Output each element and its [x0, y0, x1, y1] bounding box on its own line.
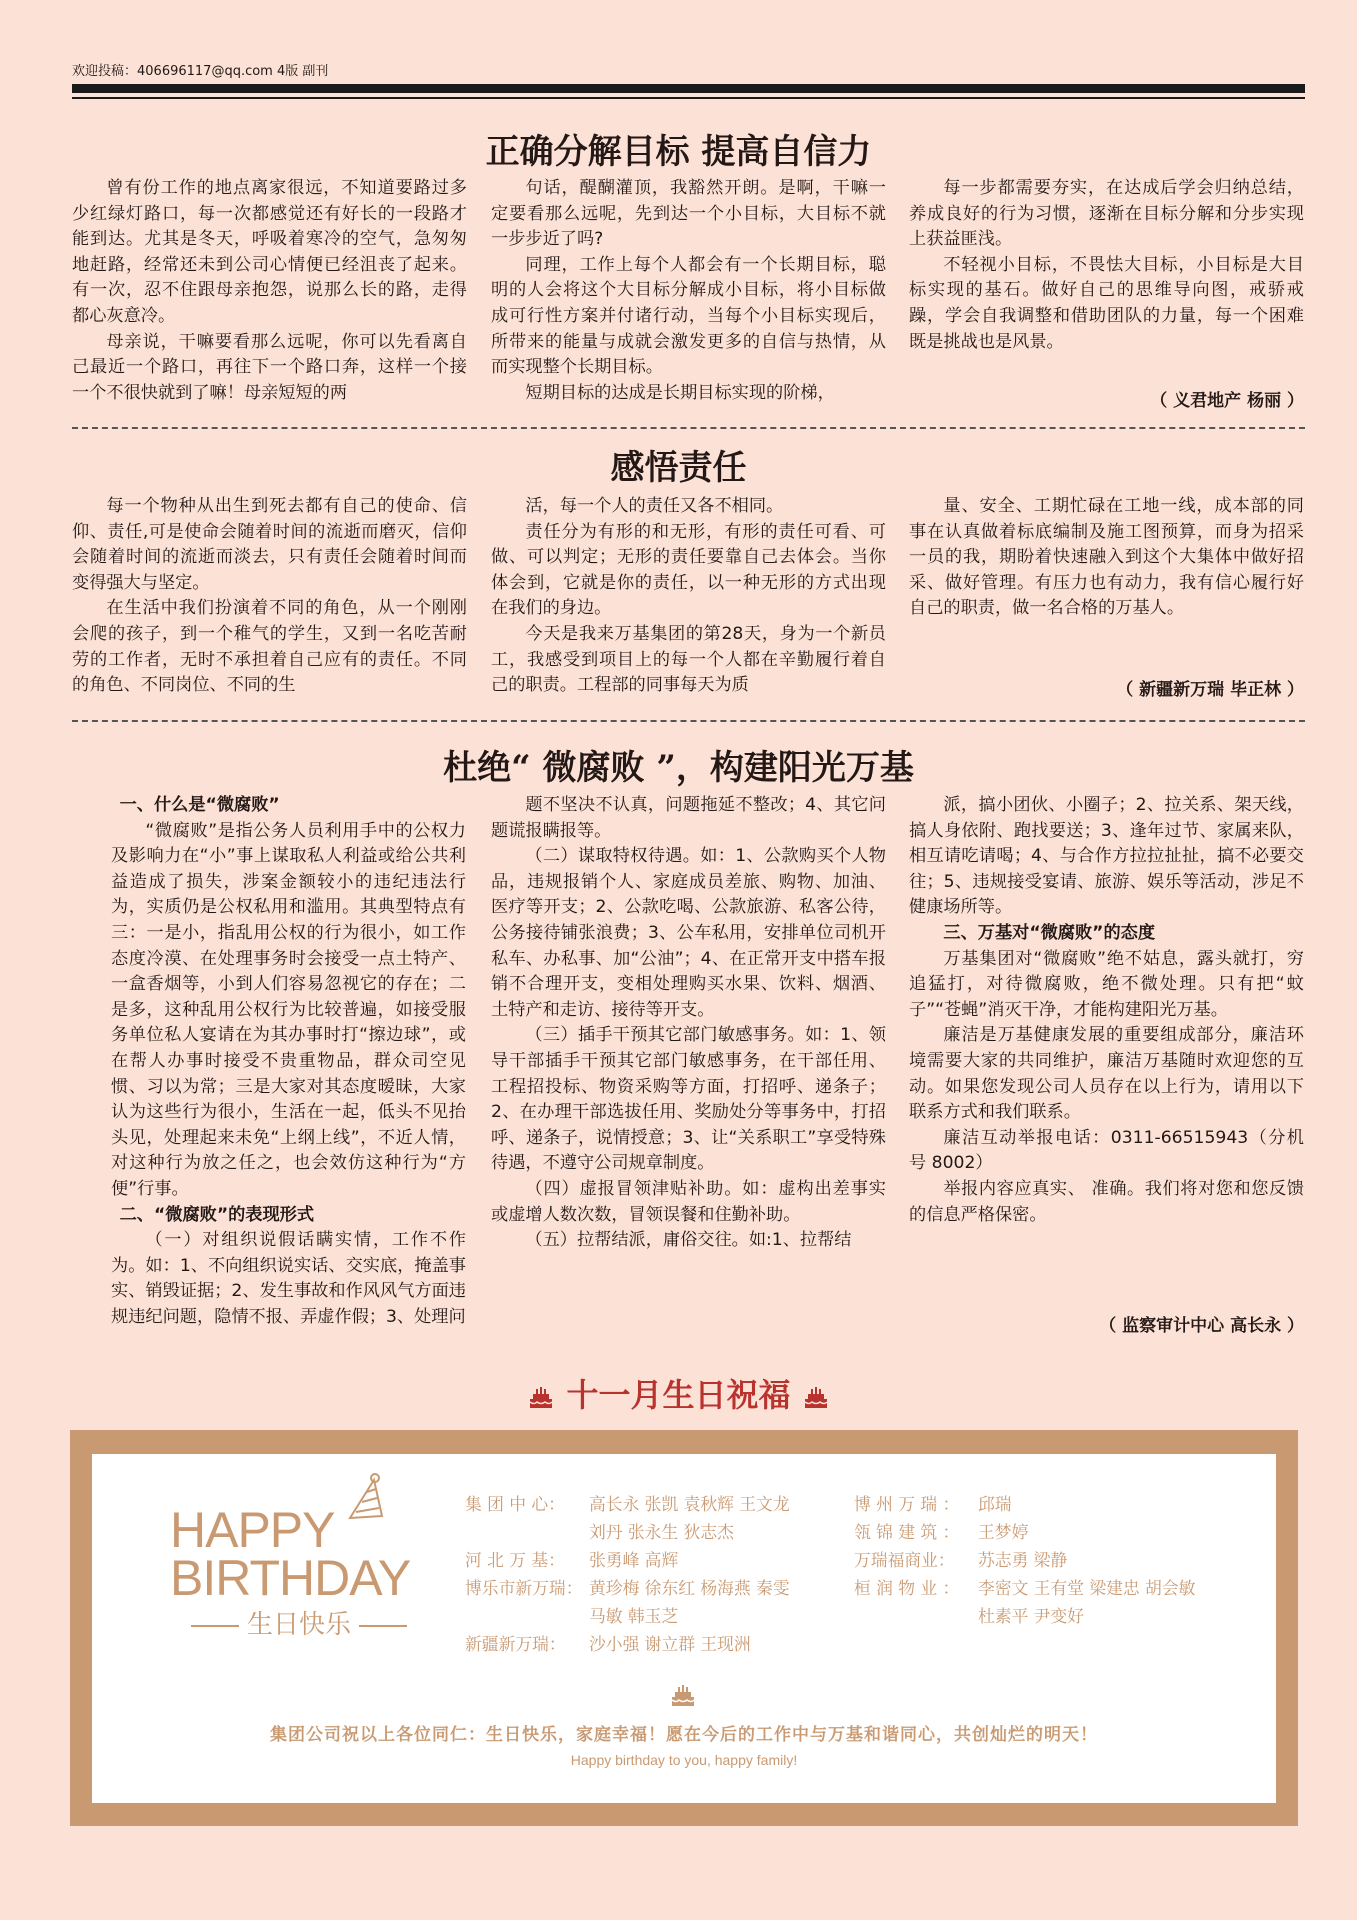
- employee-names: 沙小强 谢立群 王现洲: [589, 1634, 751, 1654]
- department-label: 博乐市新万瑞：: [465, 1578, 583, 1598]
- birthday-names-right: [854, 1490, 1195, 1630]
- paragraph: 活，每一个人的责任又各不相同。: [525, 496, 784, 516]
- happy-text: HAPPY: [170, 1502, 335, 1558]
- cake-icon: [670, 1684, 696, 1708]
- paragraph: 在生活中我们扮演着不同的角色，从一个刚刚会爬的孩子，到一个稚气的学生，又到一名吃苦耐劳的工作者，无时不承担着自己应有的责任。不同的角色、不同岗位、不同的生: [72, 598, 467, 696]
- paragraph: 派，搞小团伙、小圈子；2、拉关系、架天线，搞人身依附、跑找要送；3、逢年过节、家属来队，相互请吃请喝；4、与合作方拉拉扯扯，搞不必要交往；5、违规接受宴请、旅游、娱乐等活动，涉足不健康场所等。: [909, 795, 1304, 918]
- birthday-cn-text: 生日快乐: [246, 1610, 351, 1640]
- employee-names: 高长永 张凯 袁秋辉 王文龙: [589, 1494, 790, 1514]
- department-label: 博 州 万 瑞 ：: [854, 1494, 960, 1514]
- article3-column-1: [111, 793, 466, 1330]
- birthday-name-row: [854, 1602, 1195, 1630]
- section-divider: [72, 720, 1305, 722]
- cake-icon: [528, 1386, 554, 1410]
- birthday-text: BIRTHDAY: [170, 1550, 411, 1606]
- paragraph: （三）插手干预其它部门敏感事务。如：1、领导干部插手干预其它部门敏感事务，在干部任用、工程招投标、物资采购等方面，打招呼、递条子；2、在办理干部选拔任用、奖励处分等事务中，打招呼、递条子，说情授意；3、让“关系职工”享受特殊待遇，不遵守公司规章制度。: [491, 1025, 886, 1174]
- article3-column-2: [491, 793, 886, 1254]
- paragraph: 短期目标的达成是长期目标实现的阶梯，: [525, 382, 835, 403]
- paragraph: 廉洁互动举报电话：0311-66515943（分机号 8002）: [909, 1127, 1304, 1174]
- paragraph: （五）拉帮结派，庸俗交往。如:1、拉帮结: [525, 1230, 852, 1251]
- paragraph: （二）谋取特权待遇。如：1、公款购买个人物品，违规报销个人、家庭成员差旅、购物、加油、医疗等开支；2、公款吃喝、公款旅游、私客公待，公务接待铺张浪费；3、公车私用，安排单位司机开私车、办私事、加“公油”；4、在正常开支中搭车报销不合理开支，变相处理购买水果、饮料、烟酒、土特产和走访、接待等开支。: [491, 846, 886, 1020]
- article1-column-1: [72, 176, 467, 406]
- article3-column-3: [909, 793, 1304, 1228]
- article1-title: 正确分解目标 提高自信力: [485, 132, 872, 172]
- birthday-name-row: [854, 1490, 1195, 1518]
- birthday-name-row: [465, 1630, 790, 1658]
- birthday-card: [70, 1430, 1298, 1826]
- department-label: 瓴 锦 建 筑 ：: [854, 1522, 960, 1542]
- paragraph: 二、“微腐败”的表现形式: [119, 1204, 315, 1225]
- birthday-name-row: [465, 1490, 790, 1518]
- paragraph: （四）虚报冒领津贴补助。如：虚构出差事实或虚增人数次数，冒领误餐和住勤补助。: [491, 1178, 886, 1225]
- paragraph: 同理，工作上每个人都会有一个长期目标，聪明的人会将这个大目标分解成小目标，将小目标做成可行性方案并付诸行动，当每个小目标实现后，所带来的能量与成就会激发更多的自信与热情，从而实现整个长期目标。: [491, 254, 886, 378]
- header-rule-thin: [72, 97, 1305, 99]
- department-label: 河 北 万 基：: [465, 1550, 565, 1570]
- birthday-name-row: [854, 1518, 1195, 1546]
- article3-signature: （ 监察审计中心 高长永 ）: [1099, 1316, 1304, 1336]
- cake-icon: [803, 1386, 829, 1410]
- paragraph: 题不坚决不认真，问题拖延不整改；4、其它问题谎报瞒报等。: [491, 795, 886, 841]
- birthday-name-row: [854, 1546, 1195, 1574]
- article2-column-3: [909, 494, 1304, 622]
- paragraph: 母亲说，干嘛要看那么远呢，你可以先看离自己最近一个路口，再往下一个路口奔，这样一个接一个不很快就到了嘛！母亲短短的两: [72, 331, 467, 403]
- department-label: 桓 润 物 业 ：: [854, 1578, 960, 1598]
- decor-line: [191, 1625, 239, 1627]
- paragraph: 万基集团对“微腐败”绝不姑息，露头就打，穷追猛打，对待微腐败，绝不微处理。只有把“蚊子”“苍蝇”消灭干净，才能构建阳光万基。: [909, 948, 1304, 1020]
- paragraph: 举报内容应真实、 准确。我们将对您和您反馈的信息严格保密。: [909, 1178, 1304, 1225]
- department-label: 万瑞福商业：: [854, 1550, 955, 1570]
- birthday-message-en: Happy birthday to you, happy family!: [570, 1752, 798, 1768]
- birthday-title-text: 十一月生日祝福: [566, 1376, 791, 1414]
- birthday-name-row: [465, 1546, 790, 1574]
- birthday-section-title: [0, 1370, 1357, 1416]
- article1-column-2: [491, 176, 886, 406]
- birthday-name-row: [465, 1518, 790, 1546]
- employee-names: 刘丹 张永生 狄志杰: [589, 1522, 734, 1542]
- employee-names: 苏志勇 梁静: [978, 1550, 1068, 1570]
- page-header: 欢迎投稿：406696117@qq.com 4版 副刊: [72, 64, 329, 79]
- birthday-message: 集团公司祝以上各位同仁：生日快乐，家庭幸福！愿在今后的工作中与万基和谐同心，共创灿烂的明天！: [270, 1725, 1098, 1745]
- party-hat-icon: [344, 1472, 388, 1522]
- birthday-name-row: [854, 1574, 1195, 1602]
- employee-names: 李密文 王有堂 梁建忠 胡会敏: [978, 1578, 1196, 1598]
- employee-names: 邱瑞: [978, 1494, 1012, 1514]
- section-divider: [72, 427, 1305, 429]
- department-label: 新疆新万瑞：: [465, 1634, 566, 1654]
- paragraph: 每一个物种从出生到死去都有自己的使命、信仰、责任,可是使命会随着时间的流逝而磨灭，信仰会随着时间的流逝而淡去，只有责任会随着时间而变得强大与坚定。: [72, 496, 467, 593]
- article2-title: 感悟责任: [610, 448, 747, 488]
- paragraph: 一、什么是“微腐败”: [119, 795, 280, 815]
- paragraph: 廉洁是万基健康发展的重要组成部分，廉洁环境需要大家的共同维护，廉洁万基随时欢迎您的互动。如果您发现公司人员存在以上行为，请用以下联系方式和我们联系。: [909, 1025, 1304, 1123]
- birthday-name-row: [465, 1602, 790, 1630]
- article2-signature: （ 新疆新万瑞 毕正林 ）: [1116, 680, 1304, 700]
- paragraph: 三、万基对“微腐败”的态度: [943, 922, 1156, 943]
- header-rule-thick: [72, 84, 1305, 93]
- paragraph: 量、安全、工期忙碌在工地一线，成本部的同事在认真做着标底编制及施工图预算，而身为招采一员的我，期盼着快速融入到这个大集体中做好招采、做好管理。有压力也有动力，我有信心履行好自己的职责，做一名合格的万基人。: [909, 496, 1304, 619]
- paragraph: 责任分为有形的和无形，有形的责任可看、可做、可以判定；无形的责任要靠自己去体会。当你体会到，它就是你的责任，以一种无形的方式出现在我们的身边。: [491, 521, 886, 619]
- paragraph: 今天是我来万基集团的第28天，身为一个新员工，我感受到项目上的每一个人都在辛勤履行着自己的职责。工程部的同事每天为质: [491, 623, 886, 696]
- article2-column-1: [72, 494, 467, 699]
- employee-names: 张勇峰 高辉: [589, 1550, 679, 1570]
- birthday-name-row: [465, 1574, 790, 1602]
- article2-column-2: [491, 494, 886, 699]
- paragraph: “微腐败”是指公务人员利用手中的公权力及影响力在“小”事上谋取私人利益或给公共利益造成了损失，涉案金额较小的违纪违法行为，实质仍是公权私用和滥用。其典型特点有三：一是小，指乱用公权的行为很小，如工作态度冷漠、在处理事务时会接受一点土特产、一盒香烟等，小到人们容易忽视它的存在；二是多，这种乱用公权行为比较普遍，如接受服务单位私人宴请在为其办事时打“擦边球”，或在帮人办事时接受不贵重物品，群众司空见惯、习以为常；三是大家对其态度暧昧，大家认为这些行为很小，生活在一起，低头不见抬头见，处理起来未免“上纲上线”，不近人情，对这种行为放之任之，也会效仿这种行为“方便”行事。: [111, 820, 466, 1199]
- paragraph: （一）对组织说假话瞒实情，工作不作为。如：1、不向组织说实话、交实底，掩盖事实、销毁证据；2、发生事故和作风风气方面违规违纪问题，隐情不报、弄虚作假；3、处理问: [111, 1230, 466, 1327]
- birthday-cn-label: [170, 1604, 428, 1641]
- paragraph: 不轻视小目标，不畏怯大目标，小目标是大目标实现的基石。做好自己的思维导向图，戒骄戒躁，学会自我调整和借助团队的力量，每一个困难既是挑战也是风景。: [909, 254, 1304, 352]
- paragraph: 曾有份工作的地点离家很远，不知道要路过多少红绿灯路口，每一次都感觉还有好长的一段路才能到达。尤其是冬天，呼吸着寒冷的空气，急匆匆地赶路，经常还未到公司心情便已经沮丧了起来。有一次，忍不住跟母亲抱怨，说那么长的路，走得都心灰意冷。: [72, 178, 467, 326]
- decor-line: [359, 1625, 407, 1627]
- paragraph: 句话，醍醐灌顶，我豁然开朗。是啊，干嘛一定要看那么远呢，先到达一个小目标，大目标不就一步步近了吗?: [491, 178, 886, 250]
- article1-column-3: [909, 176, 1304, 355]
- department-label: 集 团 中 心：: [465, 1494, 565, 1514]
- paragraph: 每一步都需要夯实，在达成后学会归纳总结，养成良好的行为习惯，逐渐在目标分解和分步实现上获益匪浅。: [909, 178, 1304, 250]
- birthday-names-left: [465, 1490, 790, 1658]
- article3-title: 杜绝“ 微腐败 ”，构建阳光万基: [443, 748, 914, 788]
- article1-signature: （ 义君地产 杨丽 ）: [1150, 391, 1304, 411]
- birthday-card-inner: [92, 1454, 1276, 1803]
- employee-names: 马敏 韩玉芝: [589, 1606, 679, 1626]
- employee-names: 王梦婷: [978, 1522, 1029, 1542]
- employee-names: 黄珍梅 徐东红 杨海燕 秦雯: [589, 1578, 790, 1598]
- employee-names: 杜素平 尹变好: [978, 1606, 1085, 1626]
